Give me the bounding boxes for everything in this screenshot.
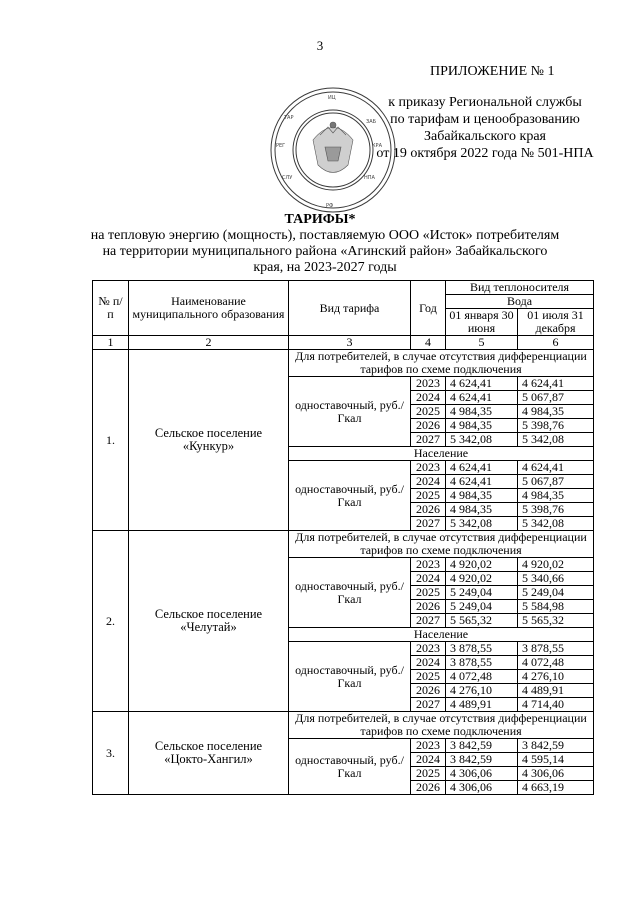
svg-text:ЗАБ: ЗАБ <box>366 119 377 125</box>
settlement-number: 1. <box>93 350 129 531</box>
tariff-h1-cell: 5 249,04 <box>446 586 518 600</box>
year-cell: 2024 <box>411 753 446 767</box>
group-population-label: Население <box>289 447 594 461</box>
tariff-h2-cell: 4 984,35 <box>518 405 594 419</box>
year-cell: 2027 <box>411 433 446 447</box>
tariff-h2-cell: 3 878,55 <box>518 642 594 656</box>
tariff-h2-cell: 4 306,06 <box>518 767 594 781</box>
tariff-h2-cell: 4 276,10 <box>518 670 594 684</box>
year-cell: 2024 <box>411 656 446 670</box>
year-cell: 2023 <box>411 461 446 475</box>
group-consumers-label: Для потребителей, в случае отсутствия дифференциации тарифов по схеме подключения <box>289 712 594 739</box>
svg-text:СЛУ: СЛУ <box>282 175 293 181</box>
col-number: 1 <box>93 336 129 350</box>
tariff-table <box>92 280 594 795</box>
document-subtitle: на тепловую энергию (мощность), поставляемую ООО «Исток» потребителям на территории муниципального района «Агинский район» Забайкальского края, на 2023-2027 годы <box>90 228 560 275</box>
tariff-h1-cell: 3 878,55 <box>446 656 518 670</box>
header-tariff-type: Вид тарифа <box>289 281 411 336</box>
year-cell: 2023 <box>411 739 446 753</box>
header-year: Год <box>411 281 446 336</box>
col-number: 5 <box>446 336 518 350</box>
year-cell: 2027 <box>411 517 446 531</box>
col-number: 2 <box>129 336 289 350</box>
year-cell: 2027 <box>411 698 446 712</box>
order-line: к приказу Региональной службы <box>388 95 582 110</box>
tariff-h2-cell: 4 920,02 <box>518 558 594 572</box>
year-cell: 2024 <box>411 391 446 405</box>
col-number: 4 <box>411 336 446 350</box>
tariff-h1-cell: 4 920,02 <box>446 572 518 586</box>
svg-text:ТАР: ТАР <box>284 115 294 121</box>
tariff-h2-cell: 4 595,14 <box>518 753 594 767</box>
tariff-h2-cell: 4 489,91 <box>518 684 594 698</box>
tariff-h2-cell: 5 565,32 <box>518 614 594 628</box>
table-row <box>93 712 594 739</box>
header-carrier: Вид теплоносителя <box>446 281 594 295</box>
year-cell: 2025 <box>411 586 446 600</box>
tariff-h1-cell: 4 984,35 <box>446 419 518 433</box>
tariff-h1-cell: 5 342,08 <box>446 517 518 531</box>
tariff-h2-cell: 5 342,08 <box>518 517 594 531</box>
tariff-h2-cell: 5 067,87 <box>518 391 594 405</box>
tariff-type-cell: одноставочный, руб./Гкал <box>289 739 411 795</box>
tariff-h1-cell: 3 842,59 <box>446 739 518 753</box>
tariff-h1-cell: 5 249,04 <box>446 600 518 614</box>
year-cell: 2026 <box>411 600 446 614</box>
appendix-heading: ПРИЛОЖЕНИЕ № 1 <box>430 64 555 79</box>
table-header-row <box>93 281 594 295</box>
tariff-h2-cell: 5 340,66 <box>518 572 594 586</box>
tariff-h2-cell: 5 398,76 <box>518 503 594 517</box>
group-consumers-label: Для потребителей, в случае отсутствия дифференциации тарифов по схеме подключения <box>289 531 594 558</box>
tariff-h1-cell: 4 306,06 <box>446 767 518 781</box>
year-cell: 2026 <box>411 781 446 795</box>
tariff-h1-cell: 4 072,48 <box>446 670 518 684</box>
page-number: 3 <box>316 38 324 53</box>
order-line: от 19 октября 2022 года № 501-НПА <box>376 146 594 161</box>
tariff-h1-cell: 3 878,55 <box>446 642 518 656</box>
table-row <box>93 350 594 377</box>
tariff-h2-cell: 4 072,48 <box>518 656 594 670</box>
year-cell: 2026 <box>411 503 446 517</box>
tariff-h1-cell: 4 920,02 <box>446 558 518 572</box>
column-numbers-row <box>93 336 594 350</box>
tariff-h1-cell: 4 624,41 <box>446 377 518 391</box>
year-cell: 2023 <box>411 558 446 572</box>
svg-text:РФ: РФ <box>326 203 334 209</box>
tariff-h1-cell: 4 624,41 <box>446 461 518 475</box>
order-reference <box>360 94 610 162</box>
tariff-h1-cell: 4 489,91 <box>446 698 518 712</box>
year-cell: 2027 <box>411 614 446 628</box>
tariff-h2-cell: 3 842,59 <box>518 739 594 753</box>
settlement-number: 2. <box>93 531 129 712</box>
tariff-h2-cell: 5 584,98 <box>518 600 594 614</box>
tariff-type-cell: одноставочный, руб./Гкал <box>289 558 411 628</box>
tariff-h1-cell: 4 306,06 <box>446 781 518 795</box>
tariff-h2-cell: 4 984,35 <box>518 489 594 503</box>
svg-text:КРА: КРА <box>372 143 382 149</box>
tariff-h2-cell: 4 714,40 <box>518 698 594 712</box>
year-cell: 2024 <box>411 475 446 489</box>
group-population-label: Население <box>289 628 594 642</box>
year-cell: 2023 <box>411 377 446 391</box>
header-period-2: 01 июля 31 декабря <box>518 309 594 336</box>
tariff-h1-cell: 5 565,32 <box>446 614 518 628</box>
tariff-h2-cell: 4 624,41 <box>518 377 594 391</box>
tariff-h2-cell: 5 398,76 <box>518 419 594 433</box>
col-number: 3 <box>289 336 411 350</box>
year-cell: 2025 <box>411 405 446 419</box>
group-consumers-label: Для потребителей, в случае отсутствия дифференциации тарифов по схеме подключения <box>289 350 594 377</box>
tariff-h1-cell: 4 624,41 <box>446 475 518 489</box>
table-row <box>93 531 594 558</box>
settlement-name: Сельское поселение «Кункур» <box>129 350 289 531</box>
tariff-h1-cell: 4 984,35 <box>446 405 518 419</box>
settlement-name: Сельское поселение «Челутай» <box>129 531 289 712</box>
tariff-h1-cell: 5 342,08 <box>446 433 518 447</box>
tariff-h1-cell: 4 984,35 <box>446 489 518 503</box>
svg-text:ИЦ: ИЦ <box>328 95 336 101</box>
settlement-name: Сельское поселение «Цокто-Хангил» <box>129 712 289 795</box>
svg-text:РЕГ: РЕГ <box>276 143 286 149</box>
header-num: № п/п <box>93 281 129 336</box>
tariff-type-cell: одноставочный, руб./Гкал <box>289 461 411 531</box>
tariff-h1-cell: 4 276,10 <box>446 684 518 698</box>
year-cell: 2026 <box>411 419 446 433</box>
year-cell: 2026 <box>411 684 446 698</box>
col-number: 6 <box>518 336 594 350</box>
year-cell: 2023 <box>411 642 446 656</box>
tariff-type-cell: одноставочный, руб./Гкал <box>289 377 411 447</box>
tariff-h2-cell: 5 067,87 <box>518 475 594 489</box>
tariff-h2-cell: 4 624,41 <box>518 461 594 475</box>
year-cell: 2025 <box>411 767 446 781</box>
order-line: по тарифам и ценообразованию <box>390 112 580 127</box>
header-municipality: Наименование муниципального образования <box>129 281 289 336</box>
year-cell: 2024 <box>411 572 446 586</box>
settlement-number: 3. <box>93 712 129 795</box>
year-cell: 2025 <box>411 489 446 503</box>
tariff-h1-cell: 4 984,35 <box>446 503 518 517</box>
tariff-type-cell: одноставочный, руб./Гкал <box>289 642 411 712</box>
tariff-h1-cell: 3 842,59 <box>446 753 518 767</box>
order-line: Забайкальского края <box>423 129 546 144</box>
tariff-h2-cell: 4 663,19 <box>518 781 594 795</box>
tariff-h1-cell: 4 624,41 <box>446 391 518 405</box>
header-period-1: 01 января 30 июня <box>446 309 518 336</box>
document-title: ТАРИФЫ* <box>284 212 356 227</box>
tariff-h2-cell: 5 342,08 <box>518 433 594 447</box>
year-cell: 2025 <box>411 670 446 684</box>
svg-text:НПА: НПА <box>364 175 375 181</box>
tariff-h2-cell: 5 249,04 <box>518 586 594 600</box>
header-water: Вода <box>446 295 594 309</box>
